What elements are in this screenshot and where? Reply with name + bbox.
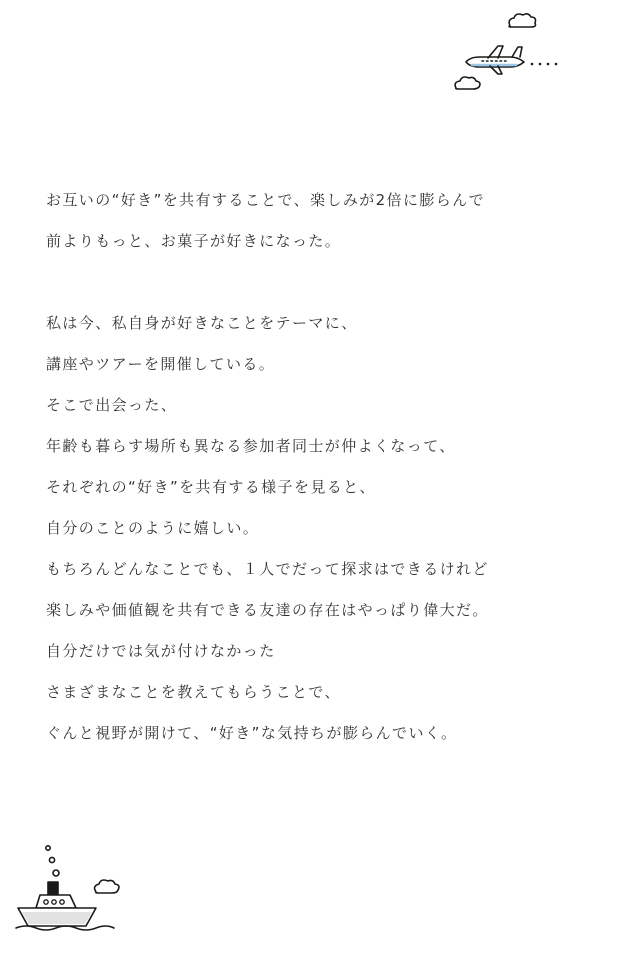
- boat-with-cloud-icon: [14, 840, 132, 940]
- airplane-with-clouds-icon: [448, 6, 568, 98]
- essay-text: [46, 180, 586, 754]
- text-line: ぐんと視野が開けて、“好き”な気持ちが膨らんでいく。: [46, 724, 458, 742]
- text-line: それぞれの“好き”を共有する様子を見ると、: [46, 478, 376, 496]
- paragraph-1: [46, 180, 586, 262]
- text-line: 講座やツアーを開催している。: [46, 355, 276, 373]
- text-line: 前よりもっと、お菓子が好きになった。: [46, 232, 342, 250]
- text-line: 楽しみや価値観を共有できる友達の存在はやっぱり偉大だ。: [46, 601, 489, 619]
- text-line: 私は今、私自身が好きなことをテーマに、: [46, 314, 358, 332]
- text-line: お互いの“好き”を共有することで、楽しみが2倍に膨らんで: [46, 191, 485, 209]
- text-line: さまざまなことを教えてもらうことで、: [46, 683, 341, 701]
- text-line: そこで出会った、: [46, 396, 178, 414]
- text-line: もちろんどんなことでも、１人でだって探求はできるけれど: [46, 560, 489, 578]
- text-line: 自分のことのように嬉しい。: [46, 519, 260, 537]
- paragraph-2: [46, 303, 586, 754]
- text-line: 年齢も暮らす場所も異なる参加者同士が仲よくなって、: [46, 437, 456, 455]
- text-line: 自分だけでは気が付けなかった: [46, 642, 276, 660]
